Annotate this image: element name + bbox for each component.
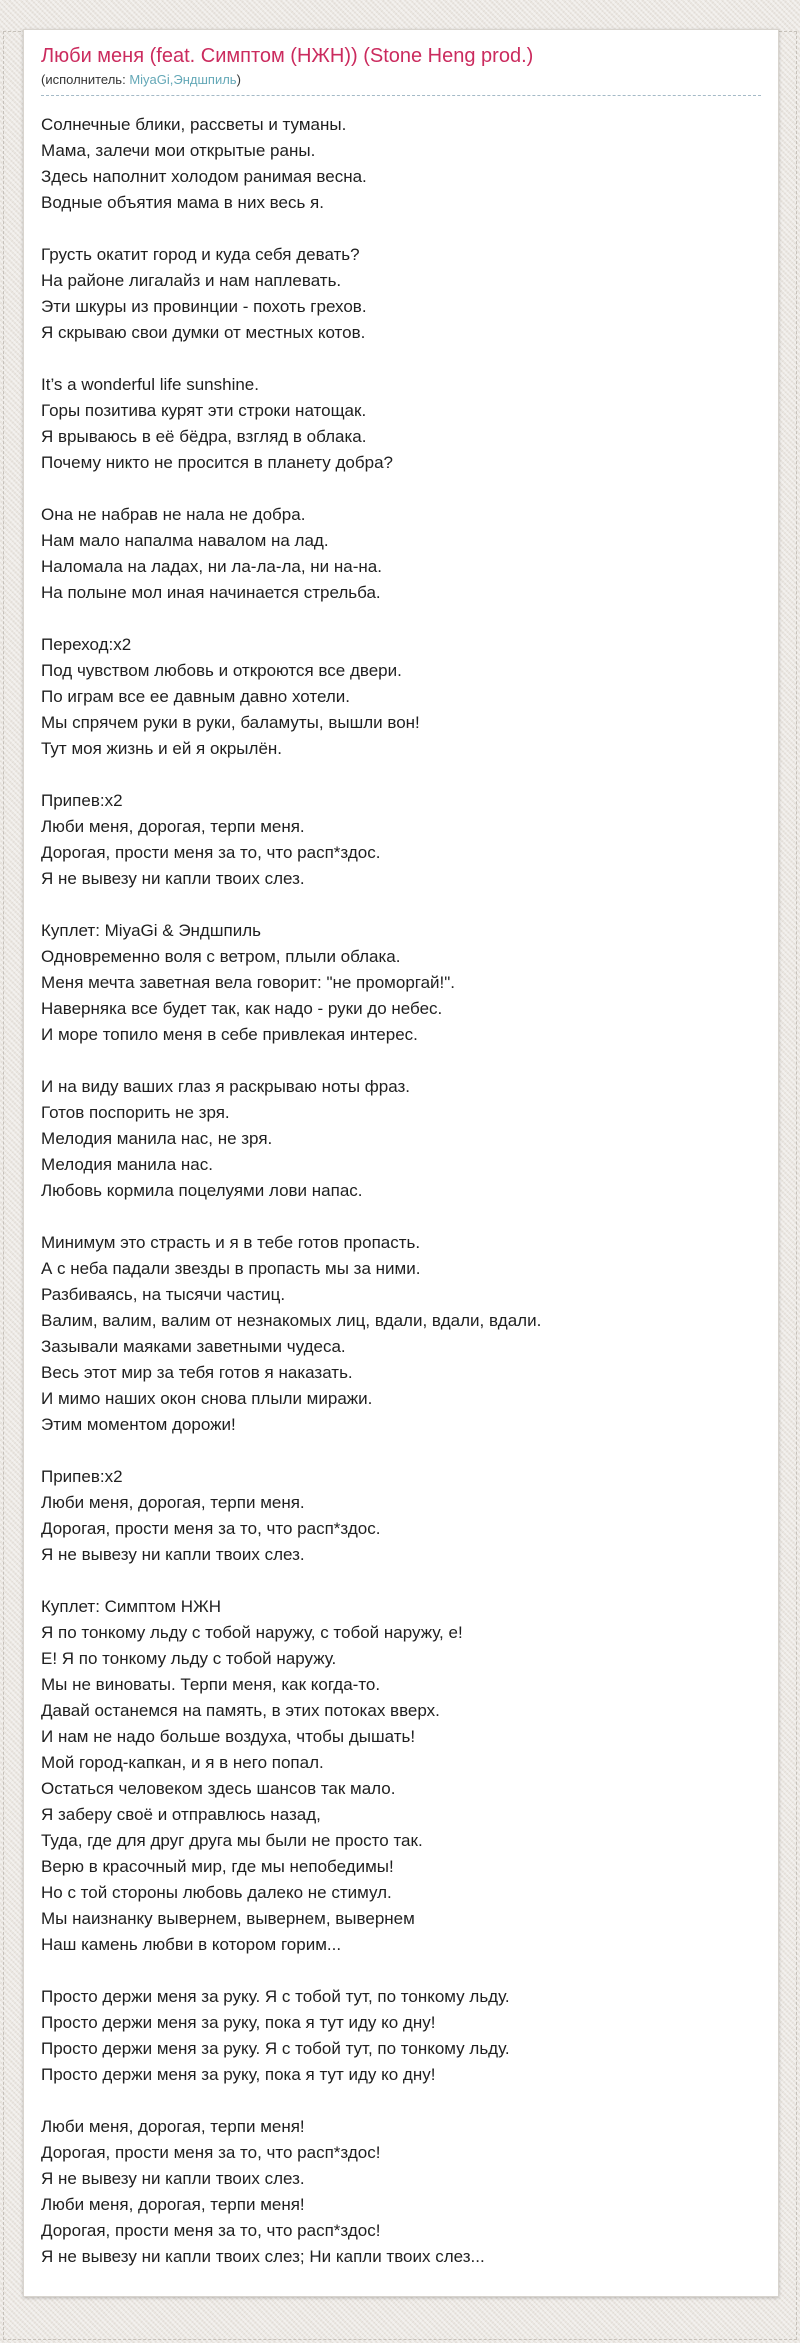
lyrics-line: Но с той стороны любовь далеко не стимул. xyxy=(41,1883,392,1902)
lyrics-line: Под чувством любовь и откроются все двери. xyxy=(41,661,402,680)
lyrics-line: Наш камень любви в котором горим... xyxy=(41,1935,342,1954)
lyrics-line: Переход:x2 xyxy=(41,635,132,654)
lyrics-line: Мелодия манила нас. xyxy=(41,1155,213,1174)
lyrics-stanza xyxy=(41,1984,761,2088)
lyrics-stanza xyxy=(41,2114,761,2270)
lyrics-line: Готов поспорить не зря. xyxy=(41,1103,230,1122)
lyrics-line: Наломала на ладах, ни ла-ла-ла, ни на-на. xyxy=(41,557,382,576)
lyrics-line: Горы позитива курят эти строки натощак. xyxy=(41,401,367,420)
lyrics-stanza xyxy=(41,632,761,762)
lyrics-line: Минимум это страсть и я в тебе готов пропасть. xyxy=(41,1233,421,1252)
lyrics-card xyxy=(23,29,779,2297)
lyrics-line: Просто держи меня за руку. Я с тобой тут, по тонкому льду. xyxy=(41,1987,510,2006)
lyrics-line: Е! Я по тонкому льду с тобой наружу. xyxy=(41,1649,337,1668)
lyrics-line: Я не вывезу ни капли твоих слез. xyxy=(41,2169,305,2188)
lyrics-line: Я не вывезу ни капли твоих слез. xyxy=(41,869,305,888)
lyrics-line: Почему никто не просится в планету добра? xyxy=(41,453,393,472)
lyrics-line: Давай останемся на память, в этих потоках вверх. xyxy=(41,1701,440,1720)
lyrics-stanza xyxy=(41,1594,761,1958)
lyrics-stanza xyxy=(41,1464,761,1568)
lyrics-stanza xyxy=(41,788,761,892)
lyrics-line: Дорогая, прости меня за то, что расп*здос. xyxy=(41,843,381,862)
lyrics-stanza xyxy=(41,112,761,216)
lyrics-line: Я скрываю свои думки от местных котов. xyxy=(41,323,366,342)
artist-label: (исполнитель: xyxy=(41,72,126,87)
lyrics-line: Валим, валим, валим от незнакомых лиц, вдали, вдали, вдали. xyxy=(41,1311,542,1330)
lyrics-line: Водные объятия мама в них весь я. xyxy=(41,193,324,212)
lyrics-line: Эти шкуры из провинции - похоть грехов. xyxy=(41,297,367,316)
lyrics-line: Мы наизнанку вывернем, вывернем, вывернем xyxy=(41,1909,415,1928)
lyrics-line: Верю в красочный мир, где мы непобедимы! xyxy=(41,1857,394,1876)
lyrics-line: Я по тонкому льду с тобой наружу, с тобой наружу, е! xyxy=(41,1623,463,1642)
lyrics-line: Люби меня, дорогая, терпи меня. xyxy=(41,817,305,836)
lyrics-line: Здесь наполнит холодом ранимая весна. xyxy=(41,167,367,186)
lyrics-stanza xyxy=(41,1074,761,1204)
lyrics-line: И мимо наших окон снова плыли миражи. xyxy=(41,1389,373,1408)
lyrics-line: Люби меня, дорогая, терпи меня! xyxy=(41,2117,305,2136)
lyrics-line: Мы спрячем руки в руки, баламуты, вышли вон! xyxy=(41,713,420,732)
lyrics-line: Разбиваясь, на тысячи частиц. xyxy=(41,1285,286,1304)
lyrics-line: Куплет: MiyaGi & Эндшпиль xyxy=(41,921,261,940)
lyrics-line: Просто держи меня за руку, пока я тут иду ко дну! xyxy=(41,2013,436,2032)
lyrics-line: Она не набрав не нала не добра. xyxy=(41,505,306,524)
lyrics-line: Мой город-капкан, и я в него попал. xyxy=(41,1753,324,1772)
lyrics-line: Дорогая, прости меня за то, что расп*здос! xyxy=(41,2221,381,2240)
lyrics-line: Наверняка все будет так, как надо - руки до небес. xyxy=(41,999,443,1018)
lyrics-stanza xyxy=(41,502,761,606)
lyrics-line: Люби меня, дорогая, терпи меня. xyxy=(41,1493,305,1512)
lyrics-line: Солнечные блики, рассветы и туманы. xyxy=(41,115,347,134)
lyrics-line: Этим моментом дорожи! xyxy=(41,1415,236,1434)
lyrics-line: Я не вывезу ни капли твоих слез; Ни капли твоих слез... xyxy=(41,2247,485,2266)
lyrics-stanza xyxy=(41,918,761,1048)
lyrics-stanza xyxy=(41,242,761,346)
lyrics-line: По играм все ее давным давно хотели. xyxy=(41,687,350,706)
lyrics-line: Просто держи меня за руку, пока я тут иду ко дну! xyxy=(41,2065,436,2084)
lyrics-line: Припев:x2 xyxy=(41,791,123,810)
lyrics-line: На районе лигалайз и нам наплевать. xyxy=(41,271,342,290)
lyrics-line: Мелодия манила нас, не зря. xyxy=(41,1129,273,1148)
lyrics-line: Люби меня, дорогая, терпи меня! xyxy=(41,2195,305,2214)
lyrics-line: Я заберу своё и отправлюсь назад, xyxy=(41,1805,321,1824)
lyrics-line: Меня мечта заветная вела говорит: "не проморгай!". xyxy=(41,973,456,992)
lyrics-line: It’s a wonderful life sunshine. xyxy=(41,375,259,394)
lyrics-line: А с неба падали звезды в пропасть мы за ними. xyxy=(41,1259,421,1278)
lyrics-line: Остаться человеком здесь шансов так мало. xyxy=(41,1779,396,1798)
lyrics-line: Зазывали маяками заветными чудеса. xyxy=(41,1337,346,1356)
lyrics-line: Туда, где для друг друга мы были не просто так. xyxy=(41,1831,423,1850)
artist-label-close: ) xyxy=(236,72,241,87)
lyrics-line: Весь этот мир за тебя готов я наказать. xyxy=(41,1363,353,1382)
lyrics-line: Одновременно воля с ветром, плыли облака. xyxy=(41,947,401,966)
lyrics-line: Любовь кормила поцелуями лови напас. xyxy=(41,1181,363,1200)
lyrics-line: Припев:x2 xyxy=(41,1467,123,1486)
lyrics-line: И море топило меня в себе привлекая интерес. xyxy=(41,1025,418,1044)
lyrics-line: И нам не надо больше воздуха, чтобы дышать! xyxy=(41,1727,416,1746)
lyrics-stanza xyxy=(41,372,761,476)
lyrics-line: Грусть окатит город и куда себя девать? xyxy=(41,245,360,264)
artist-link[interactable]: MiyaGi,Эндшпиль xyxy=(129,72,237,87)
lyrics-line: Просто держи меня за руку. Я с тобой тут, по тонкому льду. xyxy=(41,2039,510,2058)
lyrics-line: Дорогая, прости меня за то, что расп*здос. xyxy=(41,1519,381,1538)
song-title: Люби меня (feat. Симптом (НЖН)) (Stone Heng prod.) xyxy=(41,45,534,67)
lyrics-line: Мама, залечи мои открытые раны. xyxy=(41,141,316,160)
lyrics-text xyxy=(41,112,761,2270)
lyrics-line: Мы не виноваты. Терпи меня, как когда-то. xyxy=(41,1675,381,1694)
lyrics-line: И на виду ваших глаз я раскрываю ноты фраз. xyxy=(41,1077,410,1096)
lyrics-line: На полыне мол иная начинается стрельба. xyxy=(41,583,381,602)
artist-line xyxy=(41,71,761,96)
lyrics-stanza xyxy=(41,1230,761,1438)
lyrics-line: Я не вывезу ни капли твоих слез. xyxy=(41,1545,305,1564)
lyrics-line: Нам мало напалма навалом на лад. xyxy=(41,531,329,550)
lyrics-line: Дорогая, прости меня за то, что расп*здос! xyxy=(41,2143,381,2162)
lyrics-line: Куплет: Симптом НЖН xyxy=(41,1597,222,1616)
lyrics-line: Я врываюсь в её бёдра, взгляд в облака. xyxy=(41,427,367,446)
lyrics-line: Тут моя жизнь и ей я окрылён. xyxy=(41,739,283,758)
